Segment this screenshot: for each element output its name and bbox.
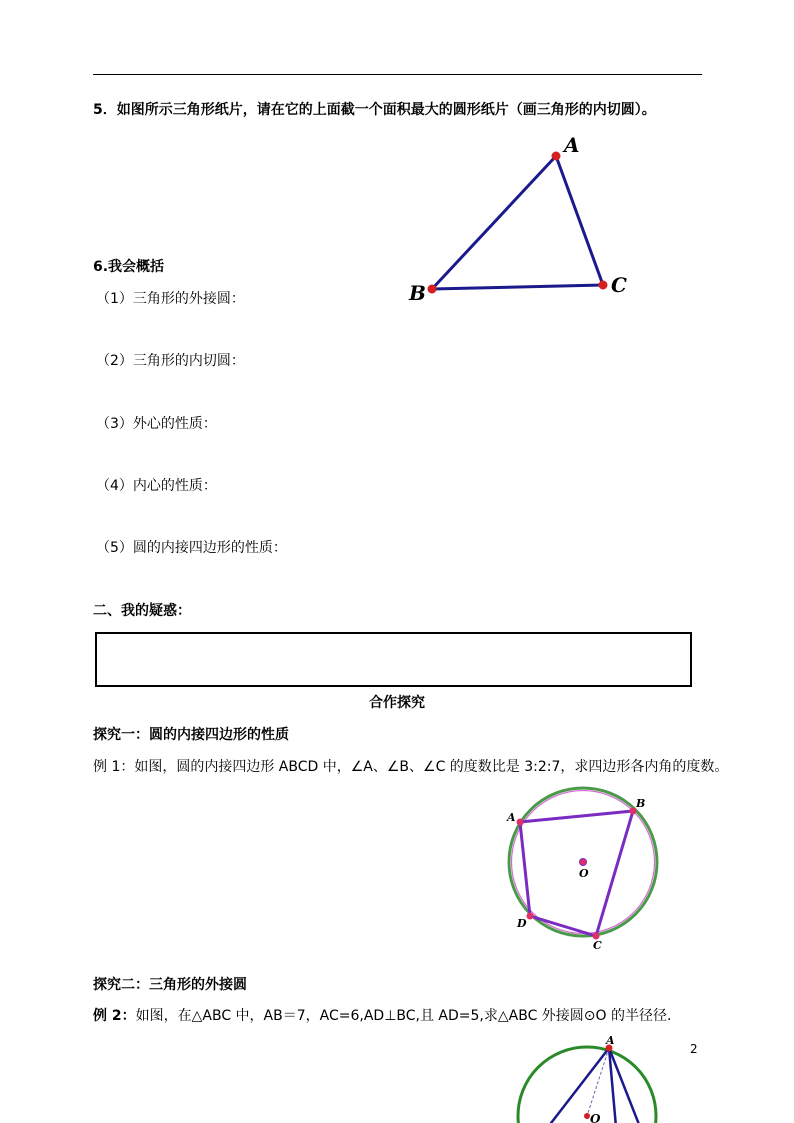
side-ac bbox=[556, 156, 603, 285]
label-c: C bbox=[593, 939, 602, 952]
quadrilateral-abcd bbox=[520, 811, 633, 936]
center-o bbox=[580, 859, 587, 866]
label-b: B bbox=[636, 797, 646, 810]
header-rule bbox=[93, 74, 702, 75]
side-bc bbox=[432, 285, 603, 289]
summary-item-2: （2）三角形的内切圆： bbox=[96, 353, 245, 369]
question-5: 5．如图所示三角形纸片，请在它的上面截一个面积最大的圆形纸片（画三角形的内切圆）。 bbox=[93, 102, 656, 118]
point-a bbox=[552, 152, 561, 161]
summary-item-4: （4）内心的性质： bbox=[96, 478, 217, 494]
cyclic-quadrilateral-figure bbox=[500, 785, 675, 955]
label-a: A bbox=[507, 811, 516, 824]
label-a: A bbox=[564, 133, 580, 157]
label-c: C bbox=[611, 273, 627, 297]
label-d: D bbox=[517, 917, 527, 930]
label-b: B bbox=[409, 281, 426, 305]
cooperation-title: 合作探究 bbox=[369, 695, 425, 711]
example-2-label: 例 2： bbox=[93, 1008, 136, 1024]
label-o: O bbox=[590, 1112, 601, 1123]
explore-2-title: 探究二：三角形的外接圆 bbox=[93, 977, 247, 993]
label-a: A bbox=[606, 1034, 615, 1047]
page-number: 2 bbox=[690, 1042, 698, 1056]
vertex-a bbox=[517, 819, 524, 826]
point-c bbox=[599, 281, 608, 290]
vertex-d bbox=[527, 913, 534, 920]
point-b bbox=[428, 285, 437, 294]
doubts-title: 二、我的疑惑： bbox=[93, 603, 191, 619]
example-2 bbox=[93, 1007, 671, 1025]
radius-ao bbox=[587, 1048, 609, 1116]
side-ab bbox=[432, 156, 556, 289]
circumcircle-figure bbox=[510, 1032, 670, 1123]
summary-item-1: （1）三角形的外接圆： bbox=[96, 291, 245, 307]
label-o: O bbox=[579, 867, 589, 880]
summary-item-3: （3）外心的性质： bbox=[96, 416, 217, 432]
section-6-title: 6.我会概括 bbox=[93, 259, 165, 275]
circumcircle bbox=[518, 1047, 656, 1123]
doubts-box bbox=[95, 632, 692, 687]
example-2-text: 如图，在△ABC 中，AB＝7，AC=6,AD⊥BC,且 AD=5,求△ABC 外接圆⊙O 的半径径. bbox=[135, 1008, 672, 1024]
example-1-text: 例 1：如图，圆的内接四边形 ABCD 中，∠A、∠B、∠C 的度数比是 3:2:7，求四边形各内角的度数。 bbox=[93, 759, 729, 775]
explore-1-title: 探究一：圆的内接四边形的性质 bbox=[93, 727, 289, 743]
summary-item-5: （5）圆的内接四边形的性质： bbox=[96, 540, 287, 556]
triangle-figure bbox=[400, 130, 640, 310]
